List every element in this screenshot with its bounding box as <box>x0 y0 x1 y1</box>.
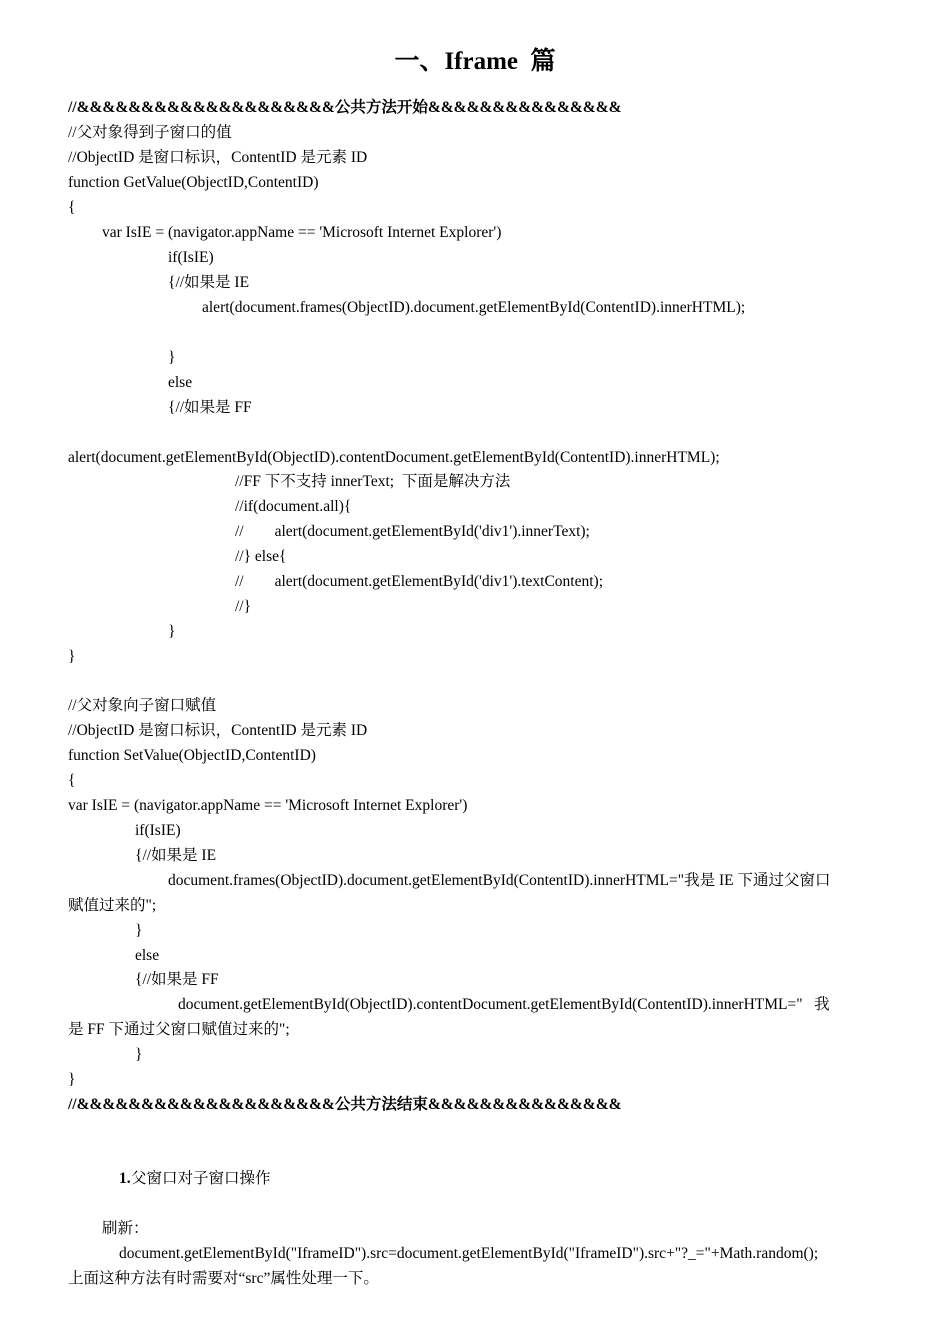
code-line: } <box>135 1046 143 1063</box>
code-line: alert(document.frames(ObjectID).document.getElementById(ContentID).innerHTML); <box>202 299 746 316</box>
code-line: else <box>135 947 160 964</box>
code-line: } <box>135 922 143 939</box>
code-line: {//如果是 IE <box>135 847 217 864</box>
code-line: {//如果是 IE <box>168 274 250 291</box>
code-line: //父对象得到子窗口的值 <box>68 124 232 141</box>
code-line: function GetValue(ObjectID,ContentID) <box>68 174 319 191</box>
code-line: if(IsIE) <box>135 822 181 839</box>
code-line: { <box>68 772 76 789</box>
code-line: else <box>168 374 193 391</box>
code-line: //&&&&&&&&&&&&&&&&&&&&公共方法结束&&&&&&&&&&&&&&& <box>68 1096 622 1113</box>
code-line: if(IsIE) <box>168 249 214 266</box>
code-line: //FF 下不支持 innerText; 下面是解决方法 <box>235 473 511 490</box>
code-line: //父对象向子窗口赋值 <box>68 697 217 714</box>
code-line: document.getElementById(ObjectID).contentDocument.getElementById(ContentID).innerHTML=" 我 <box>178 996 830 1013</box>
section-number: 1. <box>119 1170 131 1187</box>
text-line: 刷新： <box>102 1220 149 1237</box>
text-line: 上面这种方法有时需要对“src”属性处理一下。 <box>68 1270 379 1287</box>
code-line: } <box>68 648 76 665</box>
code-line: var IsIE = (navigator.appName == 'Microsoft Internet Explorer') <box>102 224 502 241</box>
code-line: {//如果是 FF <box>135 971 219 988</box>
code-line: // alert(document.getElementById('div1').innerText); <box>235 523 590 540</box>
code-line: function SetValue(ObjectID,ContentID) <box>68 747 316 764</box>
page-title: 一、Iframe 篇 <box>394 48 556 75</box>
code-line: //&&&&&&&&&&&&&&&&&&&&公共方法开始&&&&&&&&&&&&&&& <box>68 99 622 116</box>
code-line: //} else{ <box>235 548 287 565</box>
code-line: //if(document.all){ <box>235 498 352 515</box>
section-heading: 父窗口对子窗口操作 <box>131 1170 271 1187</box>
code-line: //ObjectID 是窗口标识，ContentID 是元素 ID <box>68 149 368 166</box>
code-line: } <box>68 1071 76 1088</box>
code-line: {//如果是 FF <box>168 399 252 416</box>
code-line: alert(document.getElementById(ObjectID).contentDocument.getElementById(ContentID).innerHTML); <box>68 449 720 466</box>
code-line: document.frames(ObjectID).document.getElementById(ContentID).innerHTML="我是 IE 下通过父窗口 <box>168 872 831 889</box>
code-line: 赋值过来的"; <box>68 897 157 914</box>
code-line: } <box>168 623 176 640</box>
code-line: //} <box>235 598 252 615</box>
code-line: //ObjectID 是窗口标识，ContentID 是元素 ID <box>68 722 368 739</box>
code-line: 是 FF 下通过父窗口赋值过来的"; <box>68 1021 290 1038</box>
code-line: var IsIE = (navigator.appName == 'Microsoft Internet Explorer') <box>68 797 468 814</box>
code-line: // alert(document.getElementById('div1').textContent); <box>235 573 604 590</box>
code-line: } <box>168 349 176 366</box>
code-line: { <box>68 199 76 216</box>
code-line: document.getElementById("IframeID").src=document.getElementById("IframeID").src+"?_="+Math.random(); <box>119 1245 819 1262</box>
